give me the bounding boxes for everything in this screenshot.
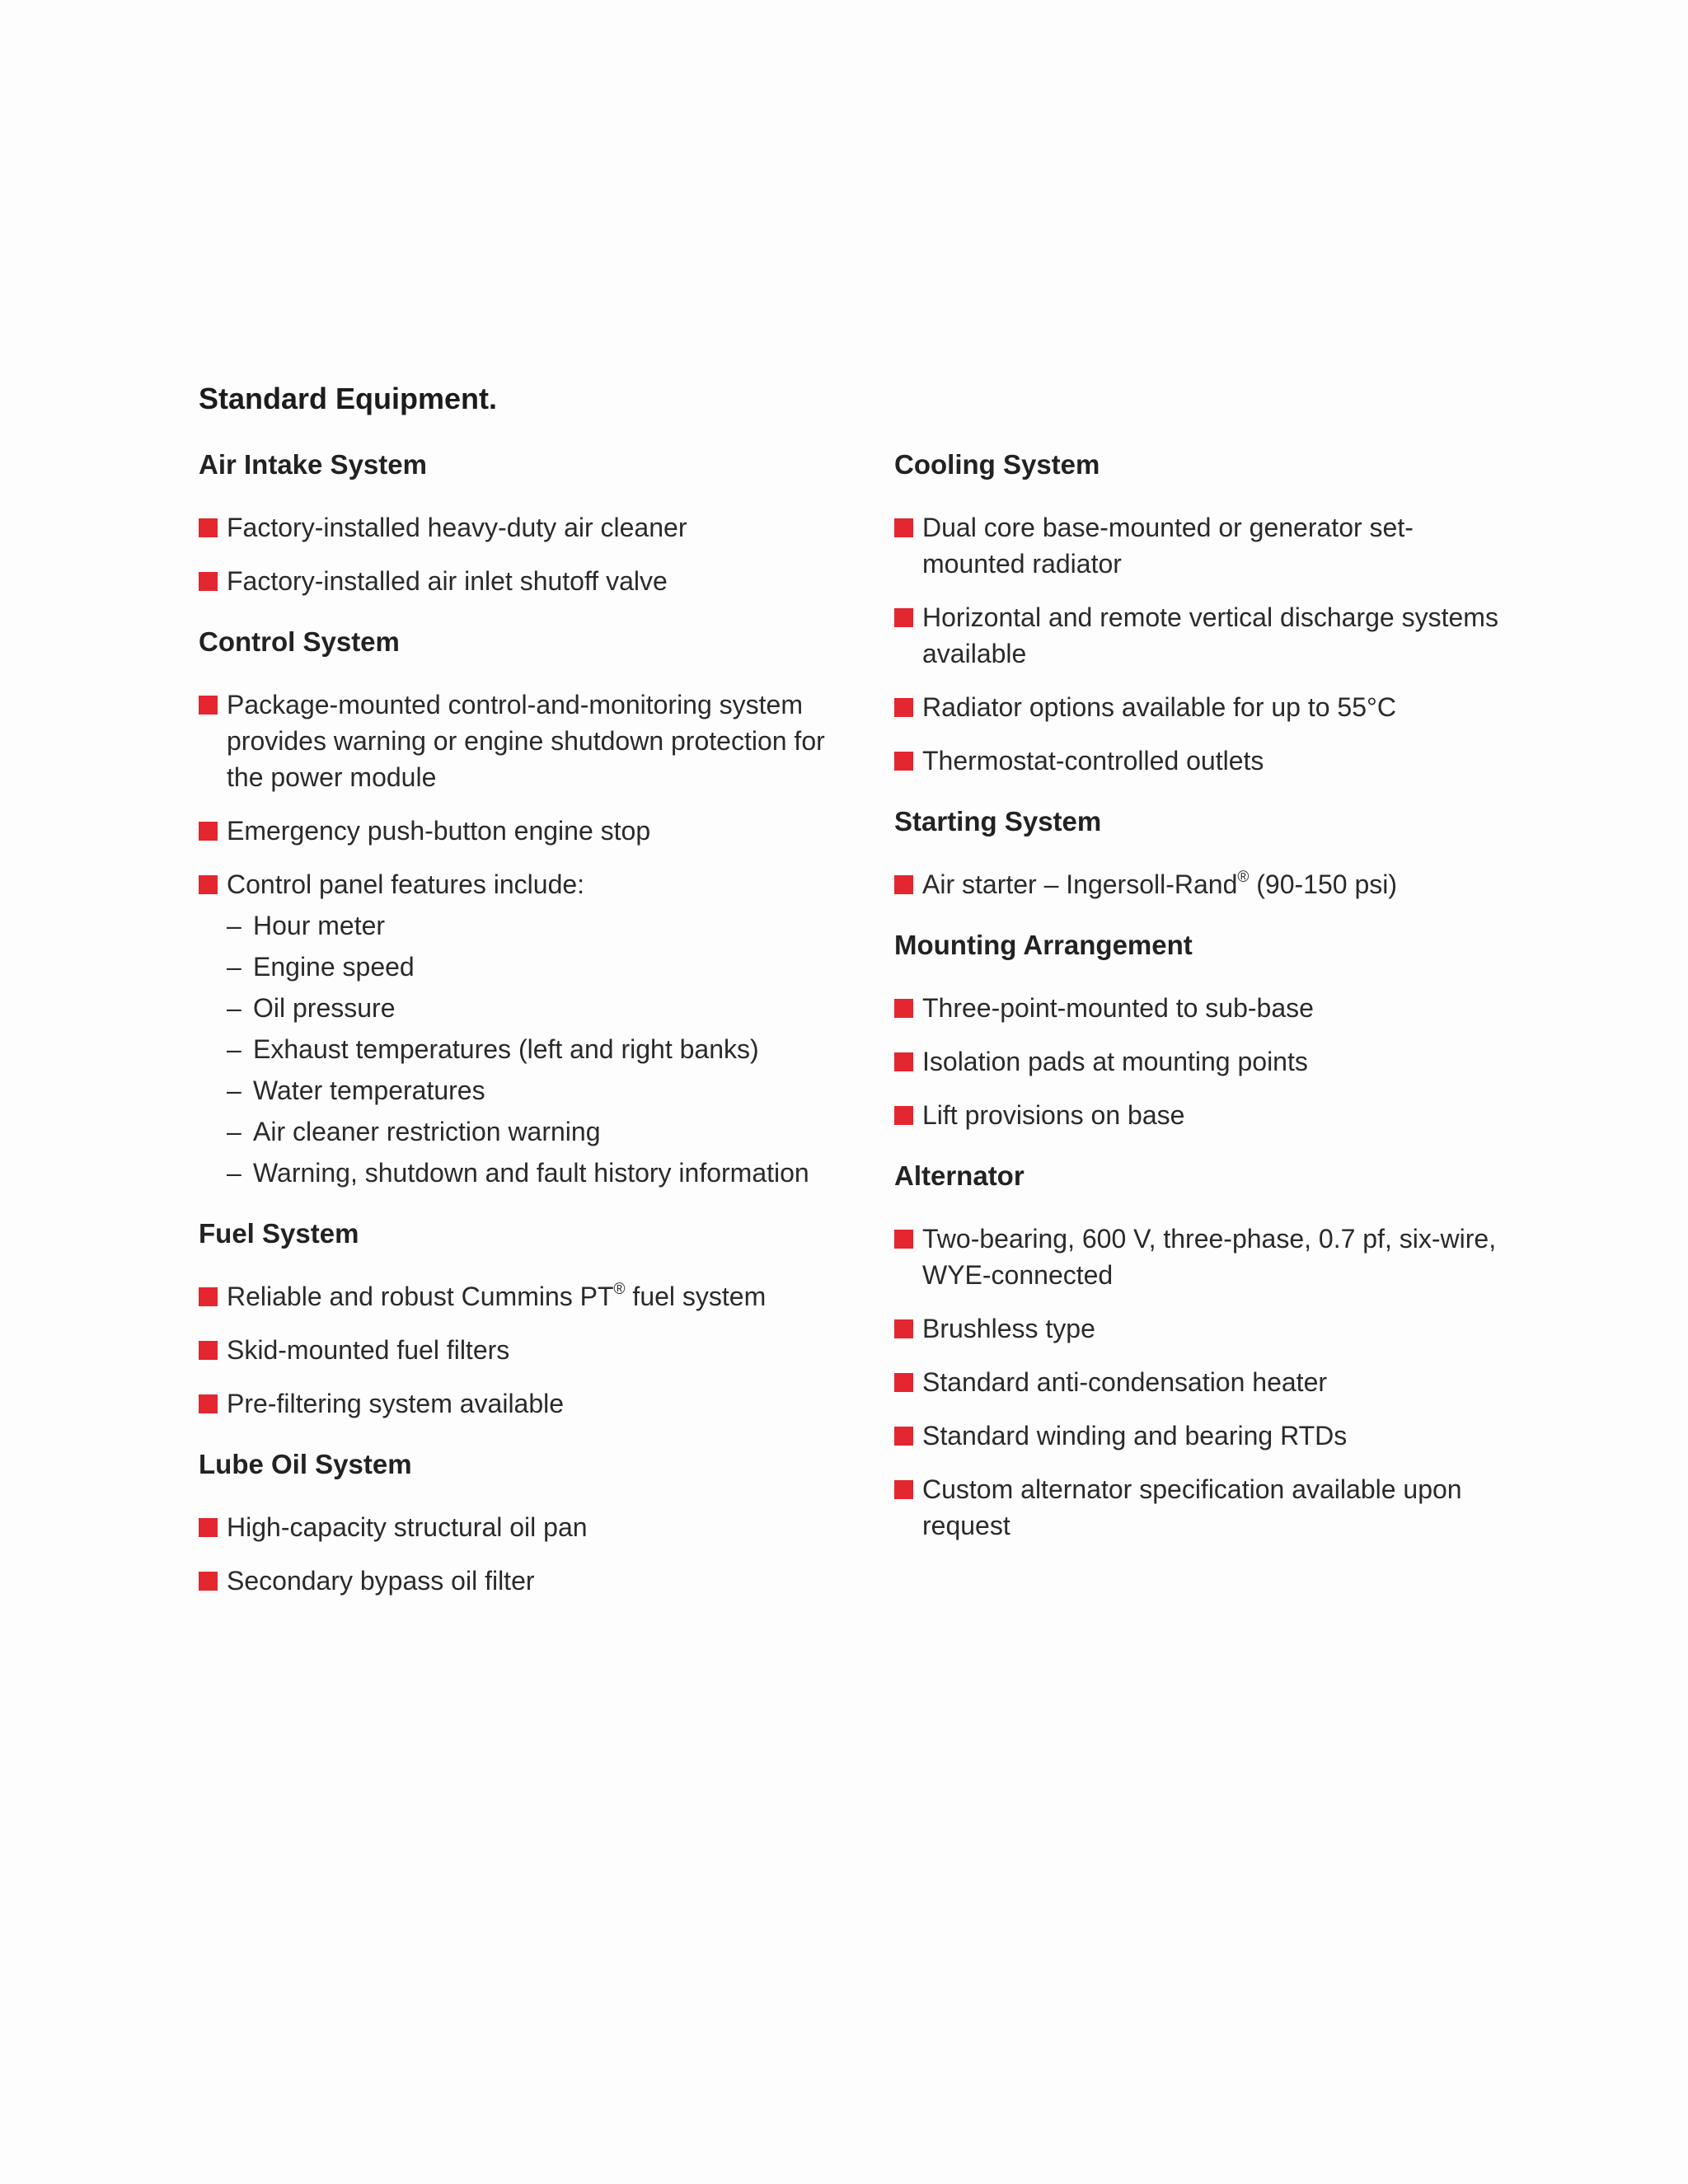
item-text: Radiator options available for up to 55°C <box>922 692 1396 722</box>
red-square-bullet-icon <box>894 752 913 771</box>
item-list <box>894 1221 1504 1544</box>
sub-list-item <box>227 1155 825 1191</box>
item-text: Custom alternator specification available upon request <box>922 1474 1462 1540</box>
sub-list-item <box>227 907 825 944</box>
right-column <box>894 443 1504 1561</box>
section-lube-oil <box>199 1443 825 1599</box>
sub-list-item <box>227 949 825 985</box>
sub-item-text: Oil pressure <box>253 993 396 1023</box>
item-text: Standard winding and bearing RTDs <box>922 1421 1348 1451</box>
dash-marker: – <box>227 1158 241 1188</box>
item-list <box>894 866 1504 902</box>
item-text: Package-mounted control-and-monitoring system provides warning or engine shutdown protection for the power module <box>227 690 825 792</box>
red-square-bullet-icon <box>199 518 218 537</box>
item-text: Control panel features include: <box>227 869 585 899</box>
dash-marker: – <box>227 1117 241 1146</box>
list-item <box>894 1310 1504 1347</box>
list-item <box>199 687 825 795</box>
list-item <box>894 990 1504 1026</box>
sub-item-text: Air cleaner restriction warning <box>253 1117 601 1146</box>
item-text: Secondary bypass oil filter <box>227 1566 535 1596</box>
section-heading: Lube Oil System <box>199 1449 412 1479</box>
item-list <box>199 1278 825 1422</box>
section-heading: Control System <box>199 626 400 657</box>
section-heading: Air Intake System <box>199 449 427 480</box>
list-item <box>199 1509 825 1545</box>
section-heading: Alternator <box>894 1160 1025 1191</box>
red-square-bullet-icon <box>894 1480 913 1499</box>
item-text-tail: (90-150 psi) <box>1249 869 1398 899</box>
section-cooling-system <box>894 443 1504 779</box>
list-item <box>894 689 1504 725</box>
section-heading: Mounting Arrangement <box>894 930 1193 960</box>
red-square-bullet-icon <box>199 1518 218 1537</box>
list-item <box>199 1332 825 1368</box>
item-text: Dual core base-mounted or generator set-mounted radiator <box>922 513 1414 579</box>
red-square-bullet-icon <box>894 875 913 894</box>
red-square-bullet-icon <box>894 1106 913 1125</box>
item-text-tail: fuel system <box>625 1282 767 1311</box>
item-text: Reliable and robust Cummins PT <box>227 1282 614 1311</box>
list-item <box>894 1043 1504 1080</box>
red-square-bullet-icon <box>199 696 218 715</box>
list-item <box>199 1278 825 1315</box>
red-square-bullet-icon <box>199 822 218 841</box>
red-square-bullet-icon <box>199 1341 218 1360</box>
red-square-bullet-icon <box>894 1052 913 1071</box>
list-item <box>894 1097 1504 1133</box>
list-item <box>894 1471 1504 1544</box>
item-list <box>199 509 825 599</box>
list-item <box>199 866 825 1191</box>
item-text: Brushless type <box>922 1314 1095 1343</box>
page-title: Standard Equipment. <box>199 382 498 415</box>
item-text: Isolation pads at mounting points <box>922 1047 1308 1076</box>
list-item <box>894 1418 1504 1454</box>
sub-item-text: Warning, shutdown and fault history information <box>253 1158 809 1188</box>
item-text: Horizontal and remote vertical discharge systems available <box>922 602 1498 668</box>
red-square-bullet-icon <box>894 1319 913 1338</box>
list-item <box>199 563 825 599</box>
list-item <box>199 1563 825 1599</box>
sub-list-item <box>227 1072 825 1108</box>
red-square-bullet-icon <box>199 875 218 894</box>
item-text: Factory-installed heavy-duty air cleaner <box>227 513 687 542</box>
section-heading: Starting System <box>894 806 1102 837</box>
sub-list-item <box>227 1031 825 1067</box>
dash-marker: – <box>227 952 241 982</box>
list-item <box>894 743 1504 779</box>
item-text: Pre-filtering system available <box>227 1389 565 1418</box>
item-text: High-capacity structural oil pan <box>227 1512 588 1542</box>
item-text: Thermostat-controlled outlets <box>922 746 1264 776</box>
red-square-bullet-icon <box>199 1572 218 1591</box>
red-square-bullet-icon <box>199 1287 218 1306</box>
list-item <box>894 1364 1504 1400</box>
section-fuel-system <box>199 1212 825 1422</box>
dash-marker: – <box>227 1034 241 1064</box>
section-starting-system <box>894 800 1504 902</box>
list-item <box>199 509 825 546</box>
sub-item-text: Exhaust temperatures (left and right banks) <box>253 1034 759 1064</box>
item-list <box>199 687 825 1191</box>
dash-marker: – <box>227 911 241 940</box>
dash-marker: – <box>227 993 241 1023</box>
item-text: Three-point-mounted to sub-base <box>922 993 1314 1023</box>
registered-mark: ® <box>613 1281 626 1298</box>
section-heading: Cooling System <box>894 449 1100 480</box>
item-list <box>199 1509 825 1599</box>
item-list <box>894 509 1504 779</box>
red-square-bullet-icon <box>894 608 913 627</box>
left-column <box>199 443 825 1616</box>
item-text: Two-bearing, 600 V, three-phase, 0.7 pf, six-wire, WYE-connected <box>922 1224 1497 1290</box>
red-square-bullet-icon <box>894 1427 913 1446</box>
sub-list-item <box>227 990 825 1026</box>
red-square-bullet-icon <box>894 1373 913 1392</box>
sub-item-text: Engine speed <box>253 952 415 982</box>
list-item <box>199 1385 825 1422</box>
section-alternator <box>894 1155 1504 1544</box>
item-text: Skid-mounted fuel filters <box>227 1335 510 1365</box>
red-square-bullet-icon <box>894 698 913 717</box>
list-item <box>894 866 1504 902</box>
red-square-bullet-icon <box>894 1230 913 1249</box>
control-panel-features-list <box>227 907 825 1191</box>
sub-item-text: Hour meter <box>253 911 386 940</box>
red-square-bullet-icon <box>199 1394 218 1413</box>
red-square-bullet-icon <box>894 999 913 1018</box>
item-list <box>894 990 1504 1133</box>
item-text: Emergency push-button engine stop <box>227 816 651 846</box>
list-item <box>894 599 1504 672</box>
red-square-bullet-icon <box>199 572 218 591</box>
item-text: Standard anti-condensation heater <box>922 1367 1328 1397</box>
registered-mark: ® <box>1237 869 1250 886</box>
section-mounting-arrangement <box>894 924 1504 1133</box>
section-air-intake <box>199 443 825 599</box>
list-item <box>894 509 1504 582</box>
item-text: Air starter – Ingersoll-Rand <box>922 869 1238 899</box>
list-item <box>894 1221 1504 1293</box>
sub-list-item <box>227 1113 825 1150</box>
dash-marker: – <box>227 1076 241 1105</box>
sub-item-text: Water temperatures <box>253 1076 485 1105</box>
section-heading: Fuel System <box>199 1218 359 1249</box>
item-text: Factory-installed air inlet shutoff valve <box>227 566 668 596</box>
list-item <box>199 813 825 849</box>
item-text: Lift provisions on base <box>922 1100 1185 1130</box>
section-control-system <box>199 621 825 1191</box>
red-square-bullet-icon <box>894 518 913 537</box>
